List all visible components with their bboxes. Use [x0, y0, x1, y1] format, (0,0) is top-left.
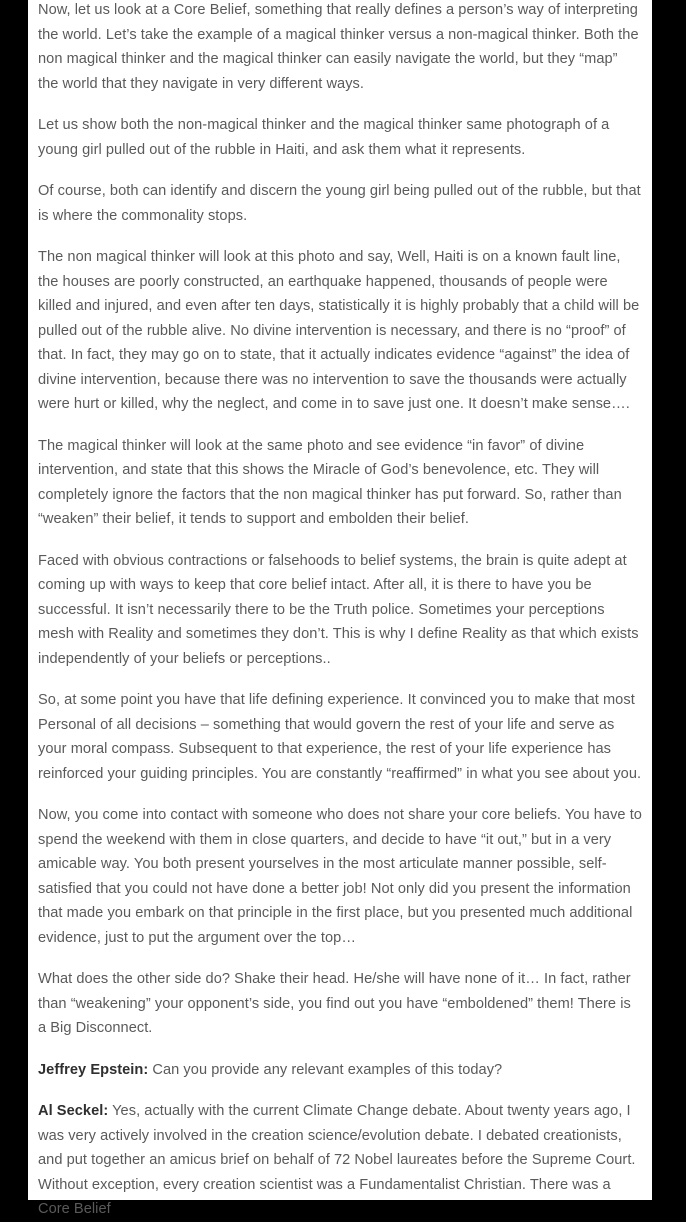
- paragraph: Now, let us look at a Core Belief, something that really defines a person’s way of interpreting the world. Let’s take the example of a magical thinker versus a non-magical thinker. Both the non magical thinker and the magical thinker can easily navigate the world, but they “map” the world that they navigate in very different ways.: [38, 2, 639, 92]
- qa-text: Yes, actually with the current Climate Change debate. About twenty years ago, I was very actively involved in the creation science/evolution debate. I debated creationists, and put together an amicus brief on behalf of 72 Nobel laureates before the Supreme Court. Without exception, every creation scientist was a Fundamentalist Christian. There was a Core Belief: [38, 1103, 636, 1217]
- paragraph: Faced with obvious contractions or falsehoods to belief systems, the brain is quite adept at coming up with ways to keep that core belief intact. After all, it is there to have you be successful. It isn’t necessarily there to be the Truth police. Sometimes your perceptions mesh with Reality and sometimes they don’t. This is why I define Reality as that which exists independently of your beliefs or perceptions..: [38, 552, 639, 667]
- paragraph: The magical thinker will look at the same photo and see evidence “in favor” of divine intervention, and state that this shows the Miracle of God’s benevolence, etc. They will completely ignore the factors that the non magical thinker has put forward. So, rather than “weaken” their belief, it tends to support and embolden their belief.: [38, 437, 622, 527]
- qa-answer: [38, 1099, 642, 1222]
- qa-question: [38, 1058, 642, 1083]
- speaker-name: Jeffrey Epstein:: [38, 1061, 149, 1078]
- qa-text: Can you provide any relevant examples of this today?: [148, 1061, 503, 1078]
- paragraph: Of course, both can identify and discern the young girl being pulled out of the rubble, but that is where the commonality stops.: [38, 183, 641, 224]
- paragraph: Let us show both the non-magical thinker and the magical thinker same photograph of a young girl pulled out of the rubble in Haiti, and ask them what it represents.: [38, 117, 610, 158]
- paragraph: Now, you come into contact with someone who does not share your core beliefs. You have to spend the weekend with them in close quarters, and decide to have “it out,” but in a very amicable way. You both present yourselves in the most articulate manner possible, self-satisfied that you could not have done a better job! Not only did you present the information that made you embark on that principle in the first place, but you presented much additional evidence, just to put the argument over the top…: [38, 807, 642, 946]
- article-body: [28, 0, 652, 1222]
- paragraph: What does the other side do? Shake their head. He/she will have none of it… In fact, rather than “weakening” your opponent’s side, you find out you have “emboldened” them! There is a Big Disconnect.: [38, 971, 631, 1036]
- paragraph: The non magical thinker will look at this photo and say, Well, Haiti is on a known fault line, the houses are poorly constructed, an earthquake happened, thousands of people were killed and injured, and even after ten days, statistically it is highly probably that a child will be pulled out of the rubble alive. No divine intervention is necessary, and there is no “proof” of that. In fact, they may go on to state, that it actually indicates evidence “against” the idea of divine intervention, because there was no intervention to save the thousands were actually were hurt or killed, why the neglect, and come in to save just one. It doesn’t make sense….: [38, 249, 640, 412]
- article-page: [28, 0, 652, 1217]
- speaker-name: Al Seckel:: [38, 1103, 109, 1119]
- paragraph: So, at some point you have that life defining experience. It convinced you to make that most Personal of all decisions – something that would govern the rest of your life and serve as your moral compass. Subsequent to that experience, the rest of your life experience has reinforced your guiding principles. You are constantly “reaffirmed” in what you see about you.: [38, 692, 642, 782]
